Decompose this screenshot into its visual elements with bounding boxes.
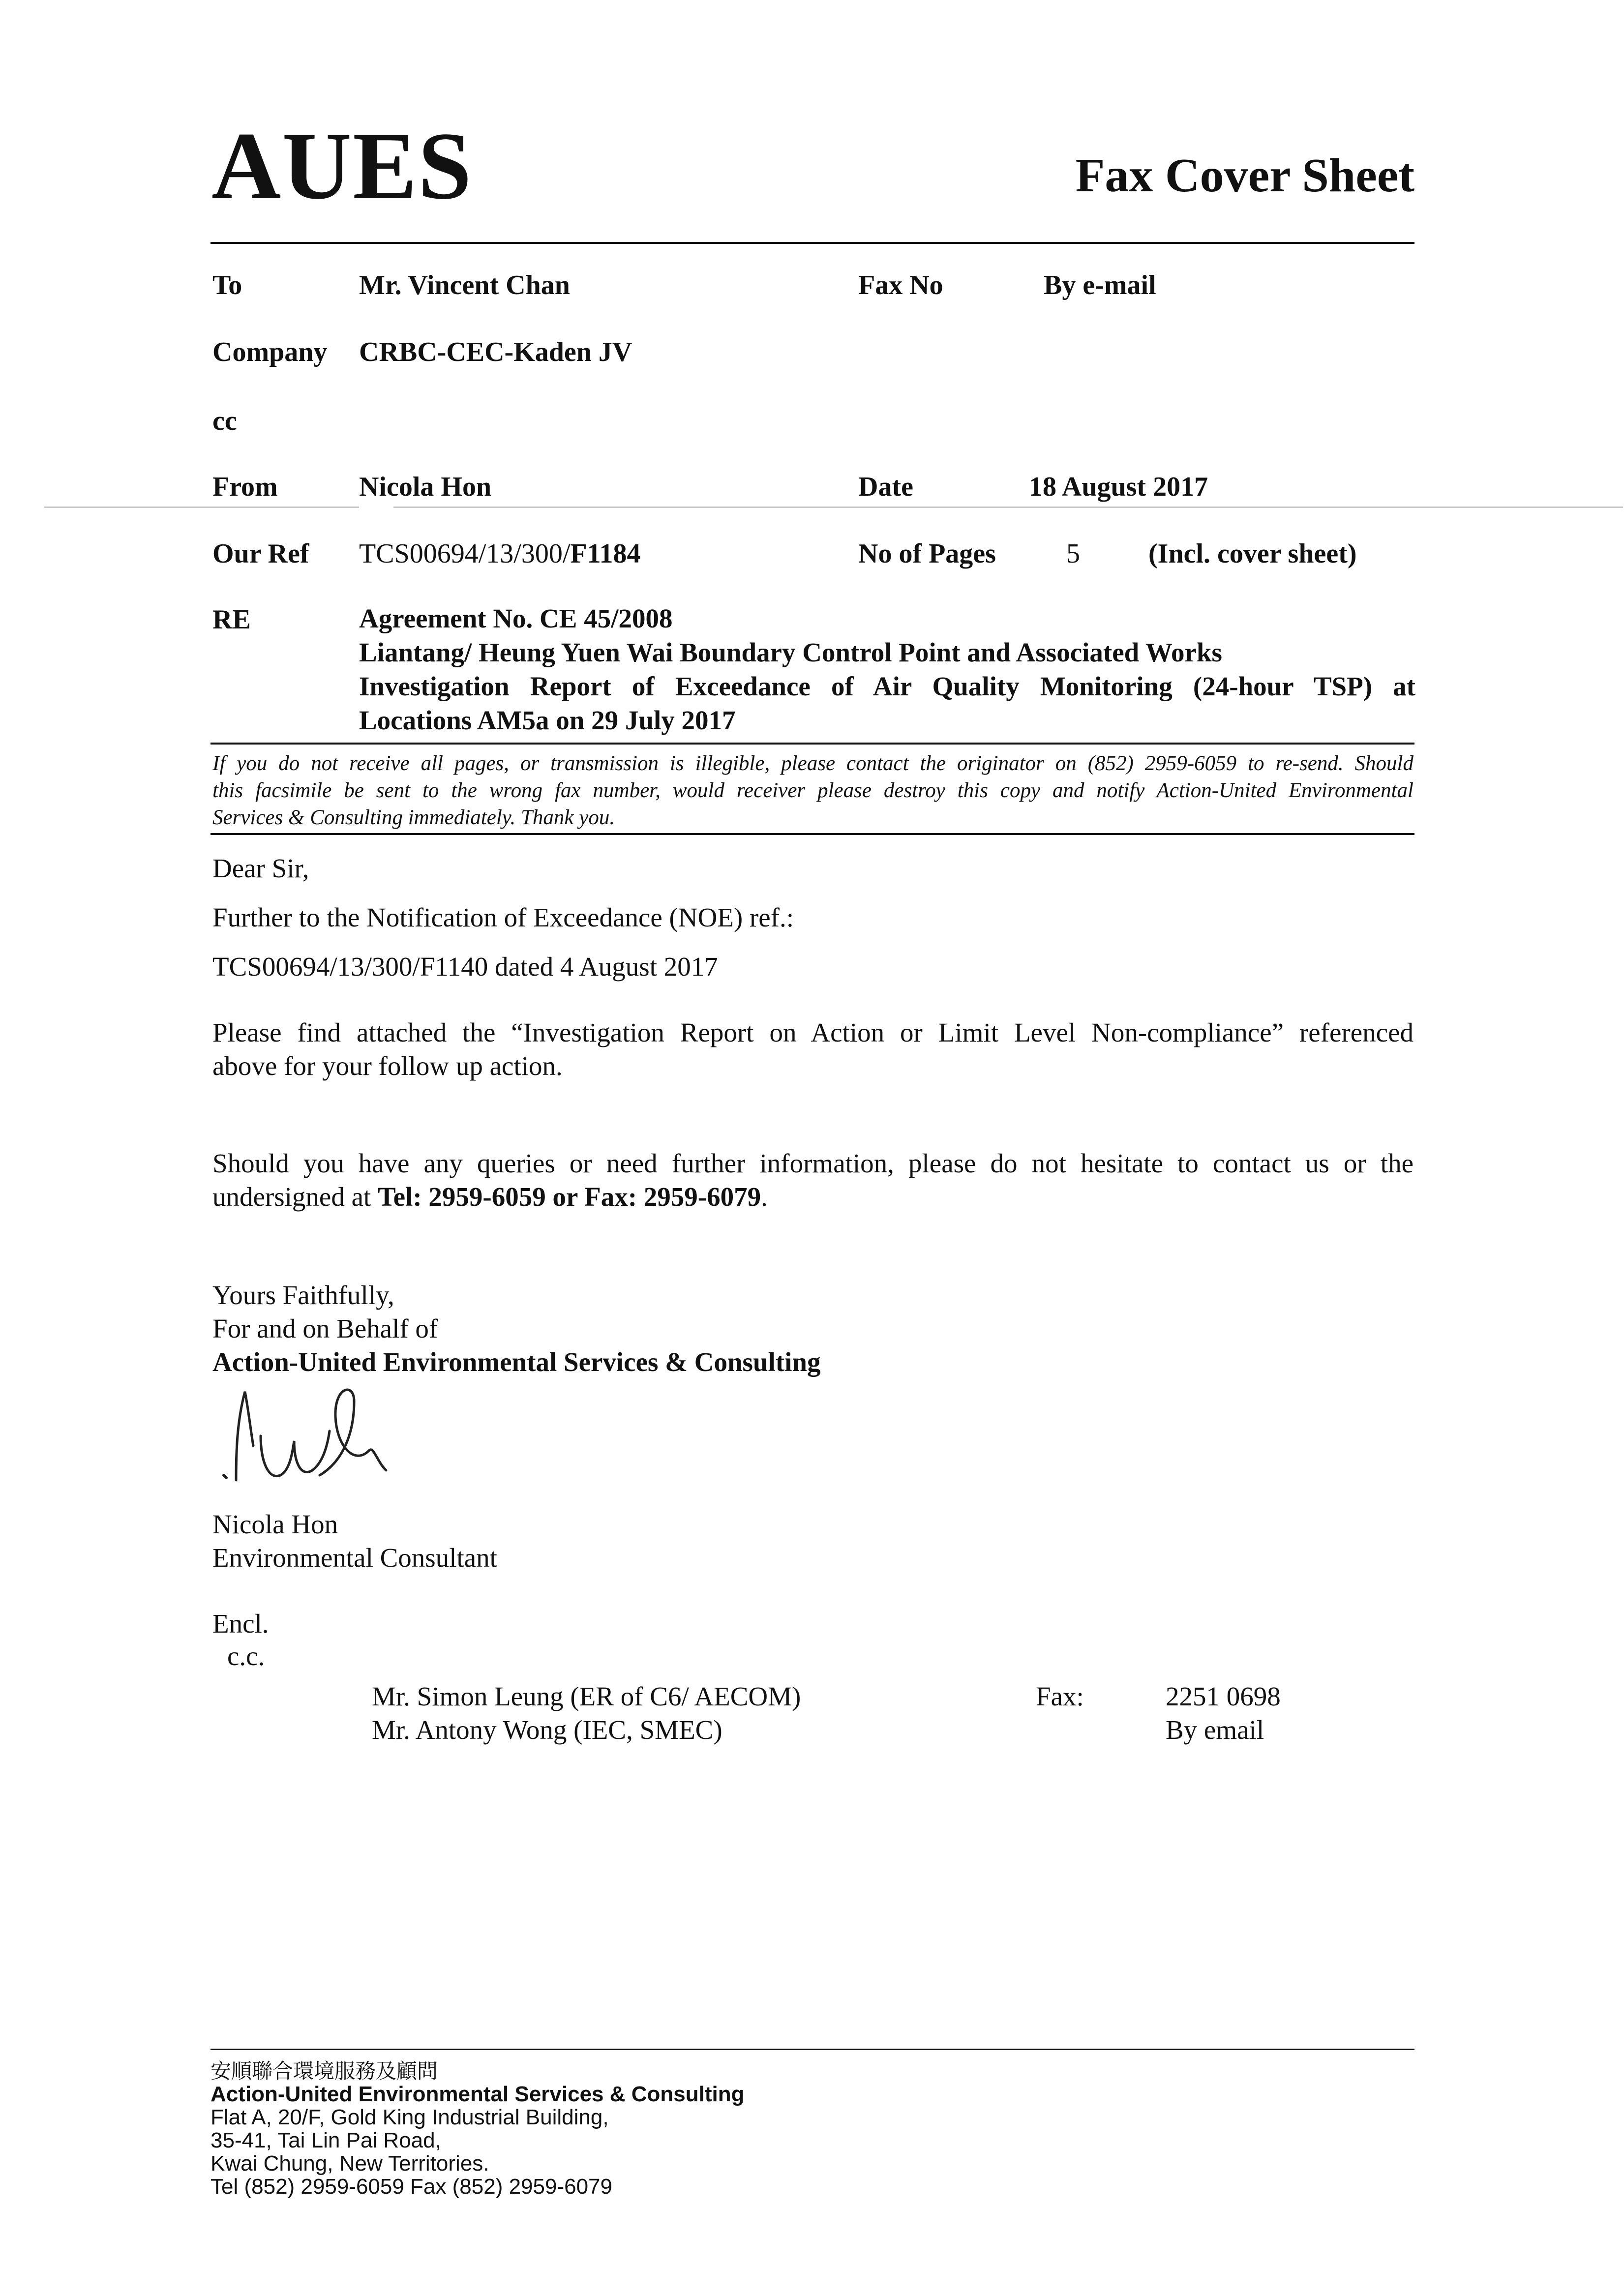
footer-address: [211, 2059, 744, 2198]
fax-no-value: By e-mail: [1044, 270, 1156, 300]
date-label: Date: [858, 472, 913, 502]
page-title: Fax Cover Sheet: [1075, 149, 1414, 202]
company-label: Company: [212, 337, 328, 367]
footer-rule: [211, 2049, 1414, 2050]
re-subject: [359, 601, 1416, 737]
pages-label: No of Pages: [858, 538, 996, 569]
cc-recipient-name: Mr. Simon Leung (ER of C6/ AECOM): [372, 1681, 801, 1711]
re-label: RE: [212, 604, 251, 635]
closing-line: For and on Behalf of: [212, 1313, 438, 1343]
our-ref-suffix: F1184: [570, 538, 641, 569]
transmission-notice: [212, 750, 1413, 831]
cc-fax-value: 2251 0698: [1166, 1681, 1281, 1711]
signer-block: [212, 1508, 1413, 1575]
cc-fax-value: By email: [1166, 1715, 1264, 1745]
notice-bottom-rule: [211, 833, 1414, 835]
header-rule: [211, 242, 1414, 244]
paragraph-contact: [212, 1147, 1413, 1214]
scan-artifact: [393, 507, 1623, 508]
our-ref-label: Our Ref: [212, 538, 309, 569]
footer-contact: Tel (852) 2959-6059 Fax (852) 2959-6079: [211, 2175, 612, 2199]
signer-name: Nicola Hon: [212, 1509, 338, 1539]
notice-top-rule: [211, 743, 1414, 745]
from-label: From: [212, 472, 278, 502]
our-ref-value: [359, 540, 641, 567]
contact-suffix: .: [761, 1182, 768, 1212]
notice-line: Services & Consulting immediately. Thank you.: [212, 806, 615, 829]
footer-company: Action-United Environmental Services & Consulting: [211, 2082, 745, 2106]
re-line: Investigation Report of Exceedance of Air Quality Monitoring (24-hour TSP) at: [359, 671, 1415, 701]
date-value: 18 August 2017: [1029, 472, 1208, 502]
pages-value: 5: [1066, 538, 1080, 569]
cc-label: cc: [212, 406, 237, 436]
cc-heading: c.c.: [227, 1641, 265, 1671]
footer-address-line: Kwai Chung, New Territories.: [211, 2151, 489, 2176]
cc-fax-label: Fax:: [1036, 1681, 1084, 1711]
pages-note: (Incl. cover sheet): [1148, 538, 1357, 569]
body-line: [212, 1180, 1413, 1214]
to-label: To: [212, 270, 242, 300]
signer-title: Environmental Consultant: [212, 1543, 497, 1573]
to-value: Mr. Vincent Chan: [359, 270, 570, 300]
contact-numbers: Tel: 2959-6059 or Fax: 2959-6079: [378, 1182, 761, 1212]
body-line: Further to the Notification of Exceedance (NOE) ref.:: [212, 902, 794, 932]
footer-chinese-name: 安順聯合環境服務及顧問: [211, 2059, 438, 2083]
footer-address-line: 35-41, Tai Lin Pai Road,: [211, 2128, 441, 2152]
signature: [207, 1377, 433, 1495]
salutation: Dear Sir,: [212, 853, 309, 883]
body-line: Please find attached the “Investigation Report on Action or Limit Level Non-compliance” referenced: [212, 1017, 1413, 1047]
body-line: above for your follow up action.: [212, 1051, 563, 1081]
cc-recipient-name: Mr. Antony Wong (IEC, SMEC): [372, 1715, 722, 1745]
from-value: Nicola Hon: [359, 472, 492, 502]
company-value: CRBC-CEC-Kaden JV: [359, 337, 632, 367]
closing-line: Yours Faithfully,: [212, 1280, 394, 1310]
re-line: Liantang/ Heung Yuen Wai Boundary Control Point and Associated Works: [359, 637, 1222, 667]
closing-block: [212, 1279, 1413, 1379]
notice-line: this facsimile be sent to the wrong fax number, would receiver please destroy this copy and notify Action-United Environmental: [212, 779, 1413, 802]
company-logo: AUES: [211, 113, 473, 219]
closing-company: Action-United Environmental Services & Consulting: [212, 1347, 821, 1377]
body-line: Should you have any queries or need further information, please do not hesitate to contact us or the: [212, 1148, 1413, 1178]
scan-artifact: [44, 507, 359, 508]
contact-prefix: undersigned at: [212, 1182, 378, 1212]
re-line: Locations AM5a on 29 July 2017: [359, 705, 736, 735]
fax-no-label: Fax No: [858, 270, 943, 300]
body-line: TCS00694/13/300/F1140 dated 4 August 2017: [212, 952, 718, 982]
footer-address-line: Flat A, 20/F, Gold King Industrial Building,: [211, 2105, 609, 2129]
re-line: Agreement No. CE 45/2008: [359, 603, 673, 633]
notice-line: If you do not receive all pages, or transmission is illegible, please contact the originator on (852) 2959-6059 to re-send. Should: [212, 752, 1413, 775]
our-ref-prefix: TCS00694/13/300/: [359, 538, 571, 569]
paragraph-attachment: [212, 1016, 1413, 1083]
enclosure-label: Encl.: [212, 1609, 269, 1639]
